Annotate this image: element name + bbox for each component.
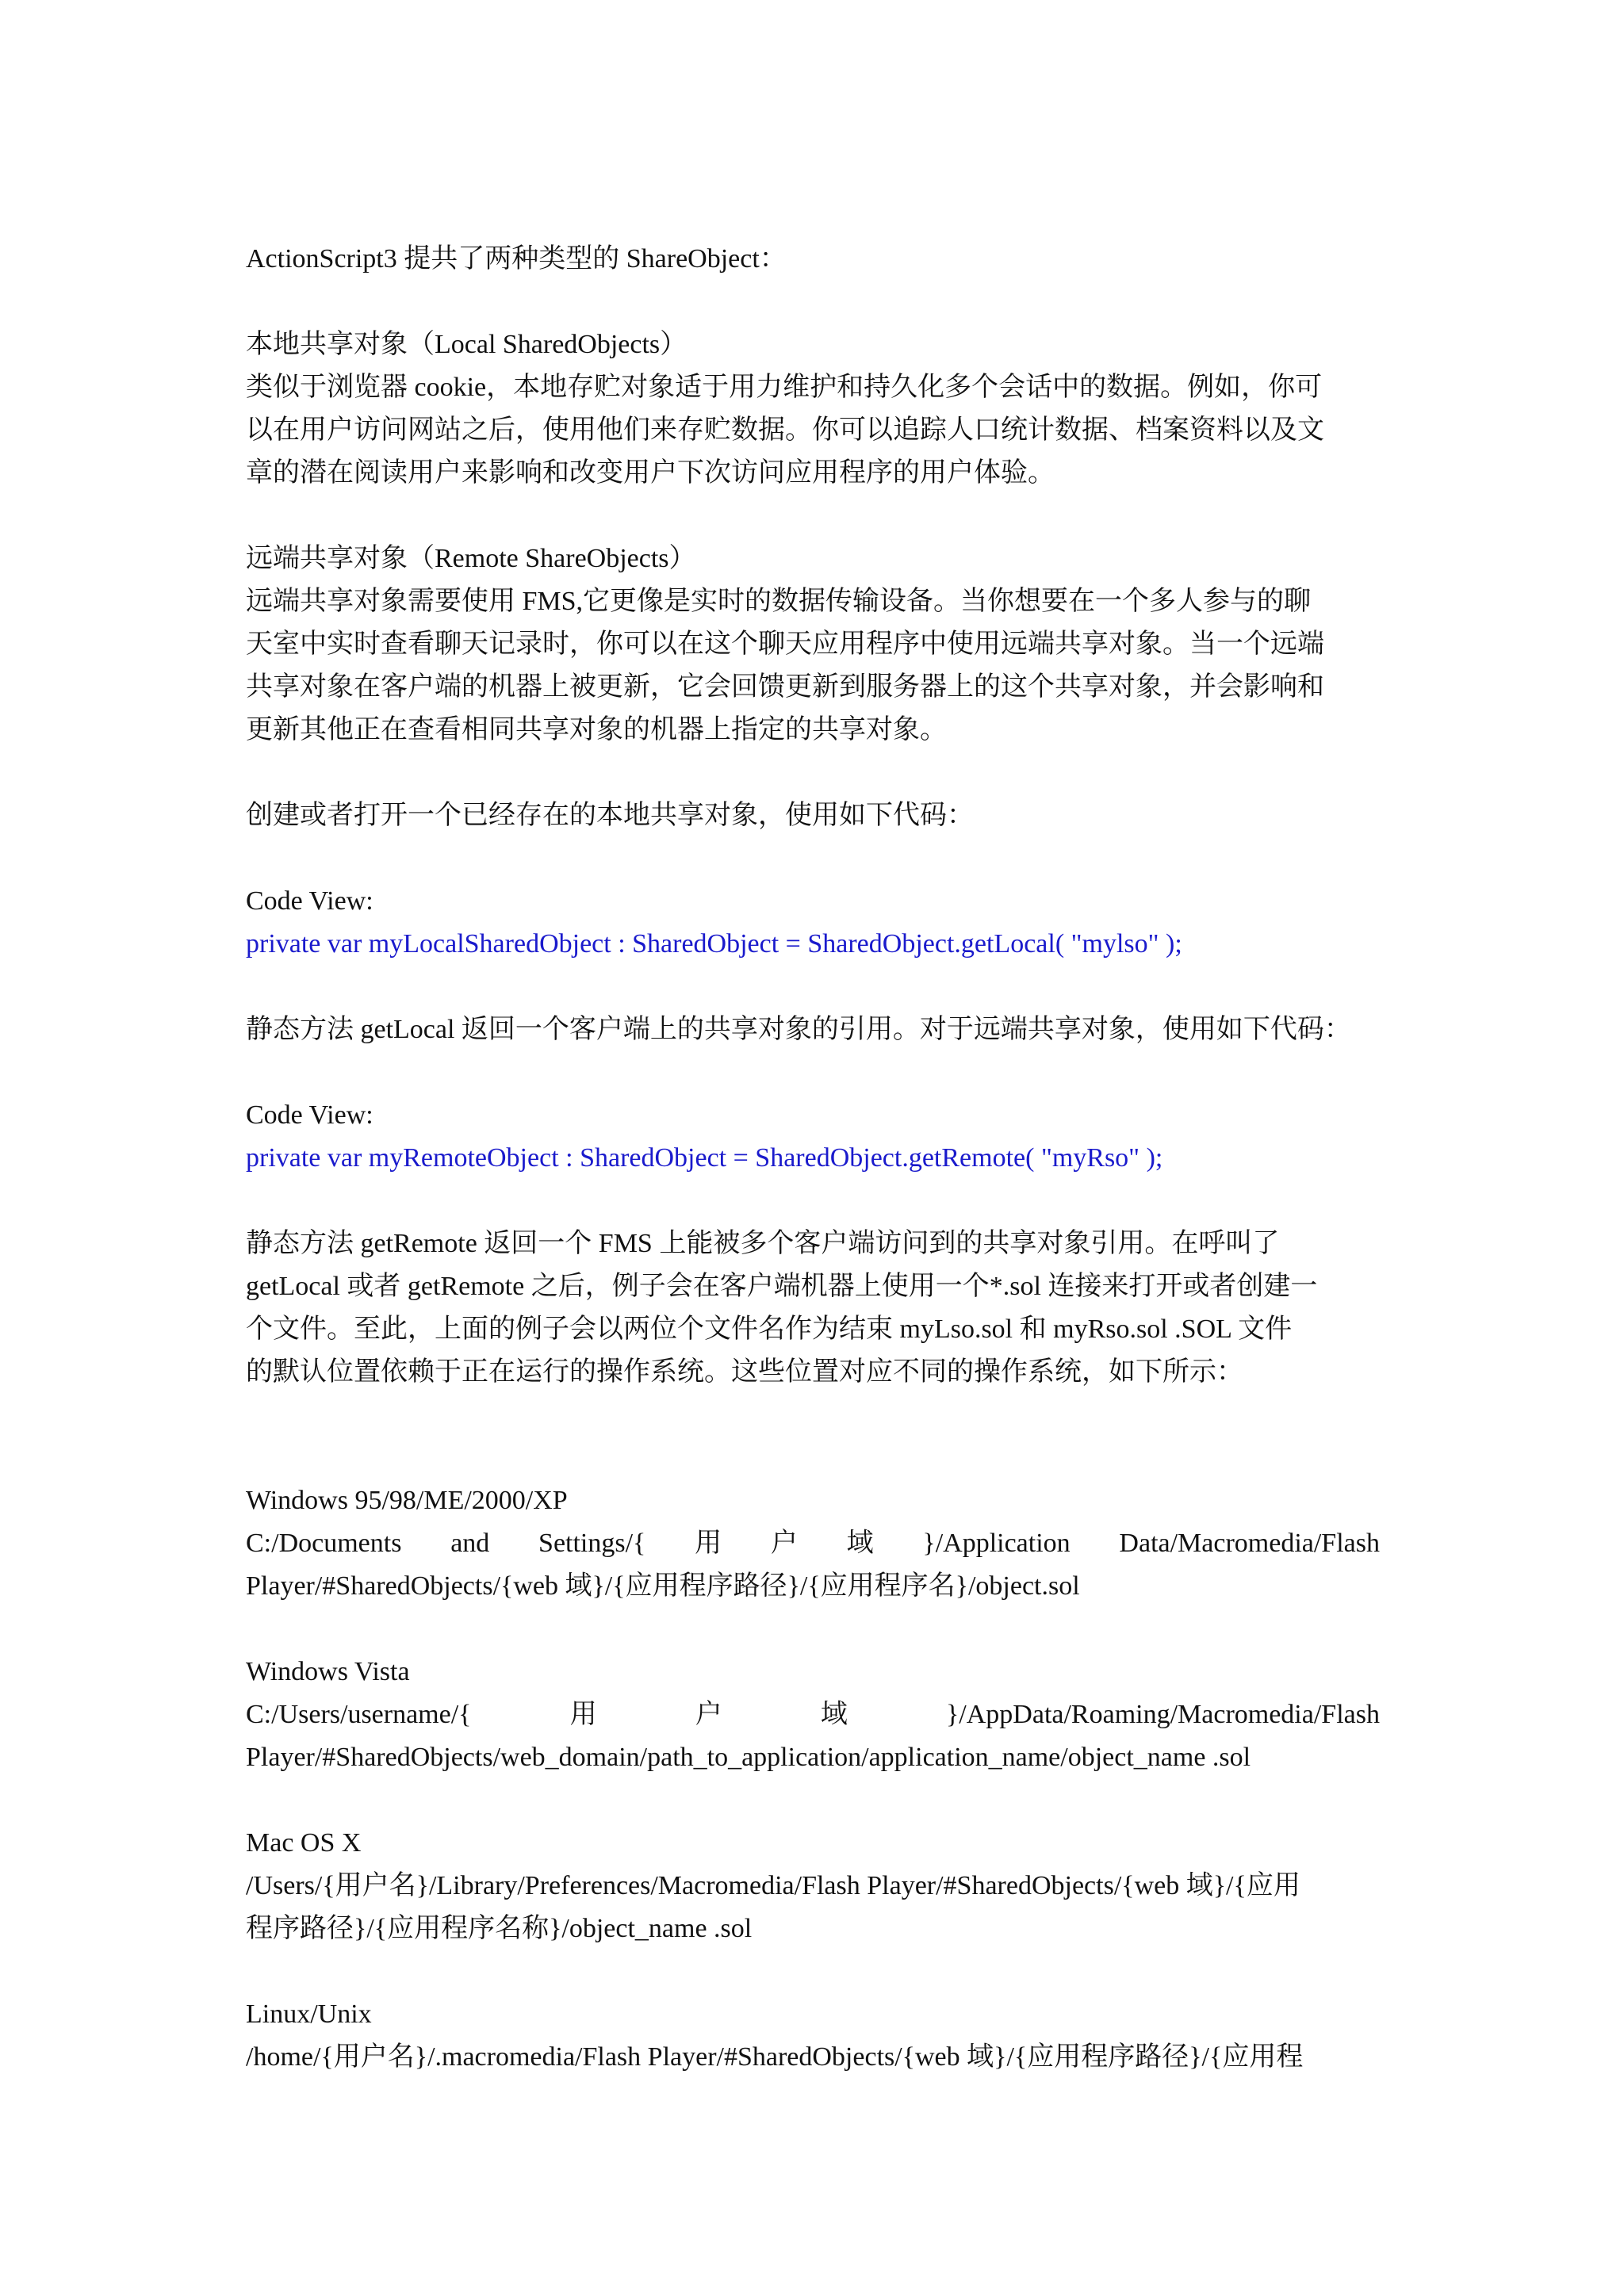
- code-view-label: Code View:: [246, 1100, 373, 1130]
- path-word: 域: [846, 1529, 874, 1558]
- remote-heading: 远端共享对象（Remote ShareObjects）: [246, 544, 696, 573]
- path-word: Settings/{: [538, 1529, 646, 1558]
- os-windows-xp-path-line1: [246, 1522, 1380, 1565]
- os-mac-path-line1: /Users/{用户名}/Library/Preferences/Macromedia/Flash Player/#SharedObjects/{web 域}/{应用: [246, 1871, 1300, 1900]
- remote-paragraph-line: 远端共享对象需要使用 FMS,它更像是实时的数据传输设备。当你想要在一个多人参与的聊: [246, 587, 1312, 616]
- path-word: 户: [770, 1529, 798, 1558]
- path-word: C:/Users/username/{: [246, 1700, 472, 1729]
- os-linux-title: Linux/Unix: [246, 1999, 372, 2029]
- code-line-getremote: private var myRemoteObject : SharedObject = SharedObject.getRemote( "myRso" );: [246, 1143, 1163, 1173]
- getlocal-text: 静态方法 getLocal 返回一个客户端上的共享对象的引用。对于远端共享对象，使用如下代码：: [246, 1015, 1351, 1044]
- remote-paragraph-line: 更新其他正在查看相同共享对象的机器上指定的共享对象。: [246, 715, 947, 744]
- os-windows-xp-path-line2: Player/#SharedObjects/{web 域}/{应用程序路径}/{应用程序名}/object.sol: [246, 1571, 1080, 1601]
- document-page: [246, 238, 1380, 2079]
- getremote-paragraph-line: getLocal 或者 getRemote 之后，例子会在客户端机器上使用一个*.sol 连接来打开或者创建一: [246, 1272, 1318, 1301]
- local-paragraph-line: 类似于浏览器 cookie，本地存贮对象适于用力维护和持久化多个会话中的数据。例如，你可: [246, 373, 1323, 402]
- os-vista-path-line2: Player/#SharedObjects/web_domain/path_to_application/application_name/object_name .sol: [246, 1743, 1251, 1772]
- os-mac-title: Mac OS X: [246, 1828, 362, 1858]
- os-windows-xp-title: Windows 95/98/ME/2000/XP: [246, 1486, 568, 1515]
- os-vista-path-line1: [246, 1693, 1380, 1736]
- path-word: }/Application: [922, 1529, 1071, 1558]
- intro-text: ActionScript3 提共了两种类型的 ShareObject：: [246, 244, 787, 274]
- path-word: 用: [569, 1700, 597, 1729]
- getremote-paragraph-line: 静态方法 getRemote 返回一个 FMS 上能被多个客户端访问到的共享对象引用。在呼叫了: [246, 1229, 1280, 1258]
- os-linux-path-line1: /home/{用户名}/.macromedia/Flash Player/#SharedObjects/{web 域}/{应用程序路径}/{应用程: [246, 2042, 1304, 2072]
- path-word: and: [450, 1529, 490, 1558]
- local-paragraph-line: 以在用户访问网站之后，使用他们来存贮数据。你可以追踪人口统计数据、档案资料以及文: [246, 415, 1324, 445]
- remote-paragraph-line: 共享对象在客户端的机器上被更新，它会回馈更新到服务器上的这个共享对象，并会影响和: [246, 672, 1324, 702]
- create-text: 创建或者打开一个已经存在的本地共享对象，使用如下代码：: [246, 801, 974, 830]
- remote-paragraph-line: 天室中实时查看聊天记录时，你可以在这个聊天应用程序中使用远端共享对象。当一个远端: [246, 629, 1324, 659]
- path-word: C:/Documents: [246, 1529, 402, 1558]
- local-heading: 本地共享对象（Local SharedObjects）: [246, 330, 688, 359]
- path-word: 用: [695, 1529, 722, 1558]
- code-view-label: Code View:: [246, 886, 373, 916]
- getremote-paragraph-line: 个文件。至此，上面的例子会以两位个文件名作为结束 myLso.sol 和 myRso.sol .SOL 文件: [246, 1314, 1293, 1344]
- path-word: Data/Macromedia/Flash: [1119, 1529, 1380, 1558]
- os-vista-title: Windows Vista: [246, 1657, 410, 1686]
- path-word: 域: [820, 1700, 848, 1729]
- os-mac-path-line2: 程序路径}/{应用程序名称}/object_name .sol: [246, 1914, 753, 1943]
- local-paragraph-line: 章的潜在阅读用户来影响和改变用户下次访问应用程序的用户体验。: [246, 458, 1055, 488]
- path-word: 户: [695, 1700, 722, 1729]
- path-word: }/AppData/Roaming/Macromedia/Flash: [945, 1700, 1380, 1729]
- getremote-paragraph-line: 的默认位置依赖于正在运行的操作系统。这些位置对应不同的操作系统，如下所示：: [246, 1357, 1243, 1387]
- code-line-getlocal: private var myLocalSharedObject : SharedObject = SharedObject.getLocal( "mylso" );: [246, 929, 1182, 959]
